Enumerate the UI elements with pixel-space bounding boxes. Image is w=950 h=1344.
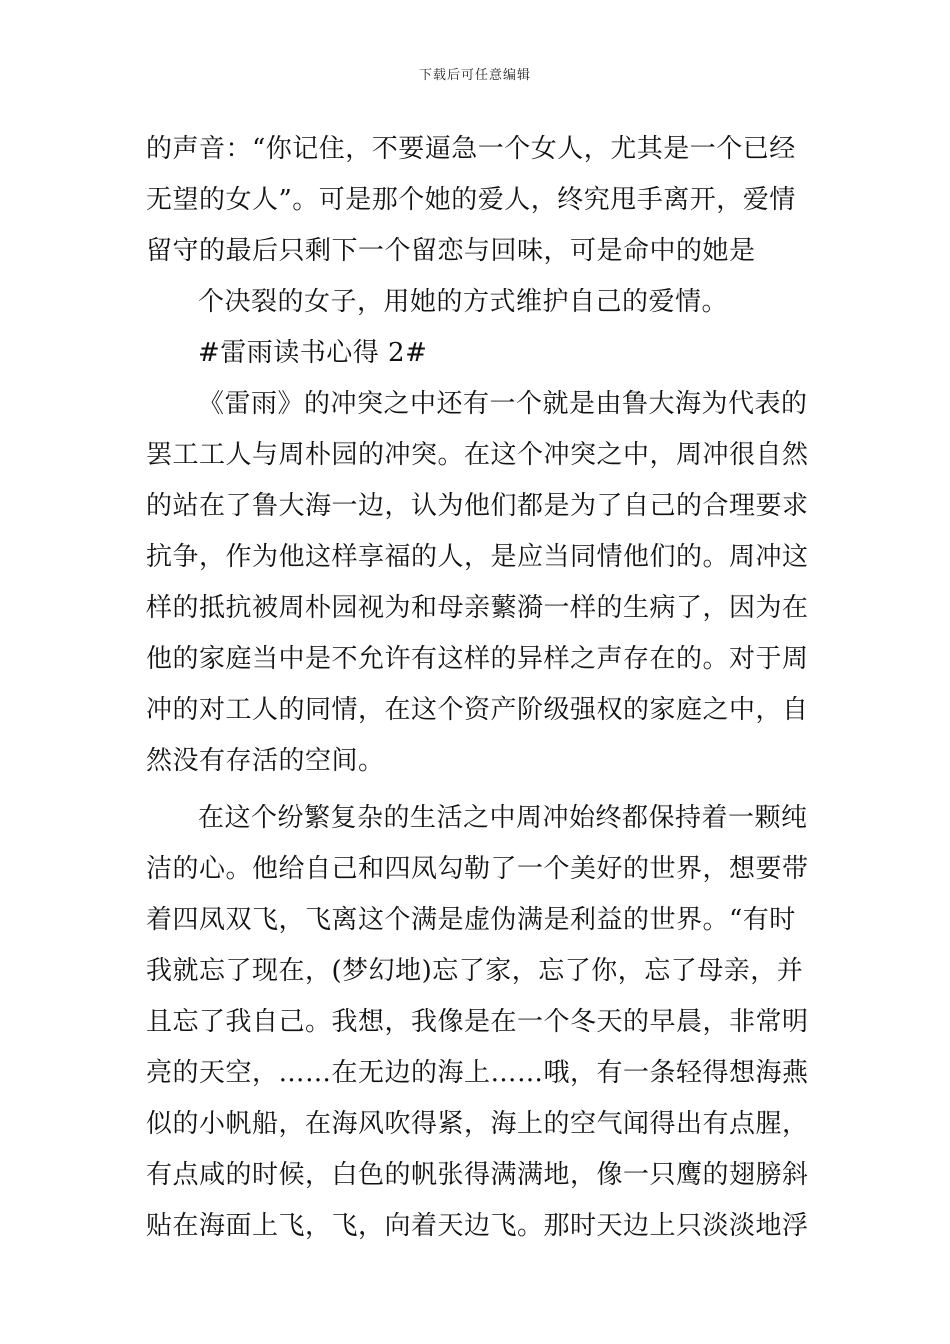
text-line: 洁的心。他给自己和四凤勾勒了一个美好的世界，想要带 [146, 854, 809, 884]
page-header: 下载后可任意编辑 [418, 68, 531, 83]
text-line: 罢工工人与周朴园的冲突。在这个冲突之中，周冲很自然 [146, 440, 809, 470]
text-line: 贴在海面上飞，飞，向着天边飞。那时天边上只淡淡地浮 [146, 1211, 809, 1241]
section-heading: #雷雨读书心得 2# [198, 338, 428, 368]
text-line: 的站在了鲁大海一边，认为他们都是为了自己的合理要求 [146, 491, 809, 521]
document-body [146, 124, 809, 1252]
text-line: 《雷雨》的冲突之中还有一个就是由鲁大海为代表的 [198, 389, 808, 419]
text-line: 然没有存活的空间。 [146, 746, 385, 776]
text-line: 冲的对工人的同情，在这个资产阶级强权的家庭之中，自 [146, 695, 809, 725]
text-line: 留守的最后只剩下一个留恋与回味，可是命中的她是 [146, 236, 756, 266]
text-line: 无望的女人”。可是那个她的爱人，终究甩手离开，爱情 [146, 185, 796, 215]
text-line: 抗争，作为他这样享福的人，是应当同情他们的。周冲这 [146, 542, 809, 572]
text-line: 有点咸的时候，白色的帆张得满满地，像一只鹰的翅膀斜 [146, 1160, 809, 1190]
text-line: 且忘了我自己。我想，我像是在一个冬天的早晨，非常明 [146, 1007, 809, 1037]
text-line: 着四凤双飞，飞离这个满是虚伪满是利益的世界。“有时 [146, 905, 796, 935]
text-line: 个决裂的女子，用她的方式维护自己的爱情。 [198, 287, 729, 317]
text-line: 似的小帆船，在海风吹得紧，海上的空气闻得出有点腥， [146, 1109, 809, 1139]
text-line: 的声音：“你记住，不要逼急一个女人，尤其是一个已经 [146, 134, 796, 164]
text-line: 样的抵抗被周朴园视为和母亲蘩漪一样的生病了，因为在 [146, 593, 809, 623]
text-line: 他的家庭当中是不允许有这样的异样之声存在的。对于周 [146, 644, 809, 674]
text-line: 亮的天空，……在无边的海上……哦，有一条轻得想海燕 [146, 1058, 809, 1088]
text-line: 在这个纷繁复杂的生活之中周冲始终都保持着一颗纯 [198, 803, 808, 833]
text-line: 我就忘了现在，(梦幻地)忘了家，忘了你，忘了母亲，并 [146, 956, 804, 986]
